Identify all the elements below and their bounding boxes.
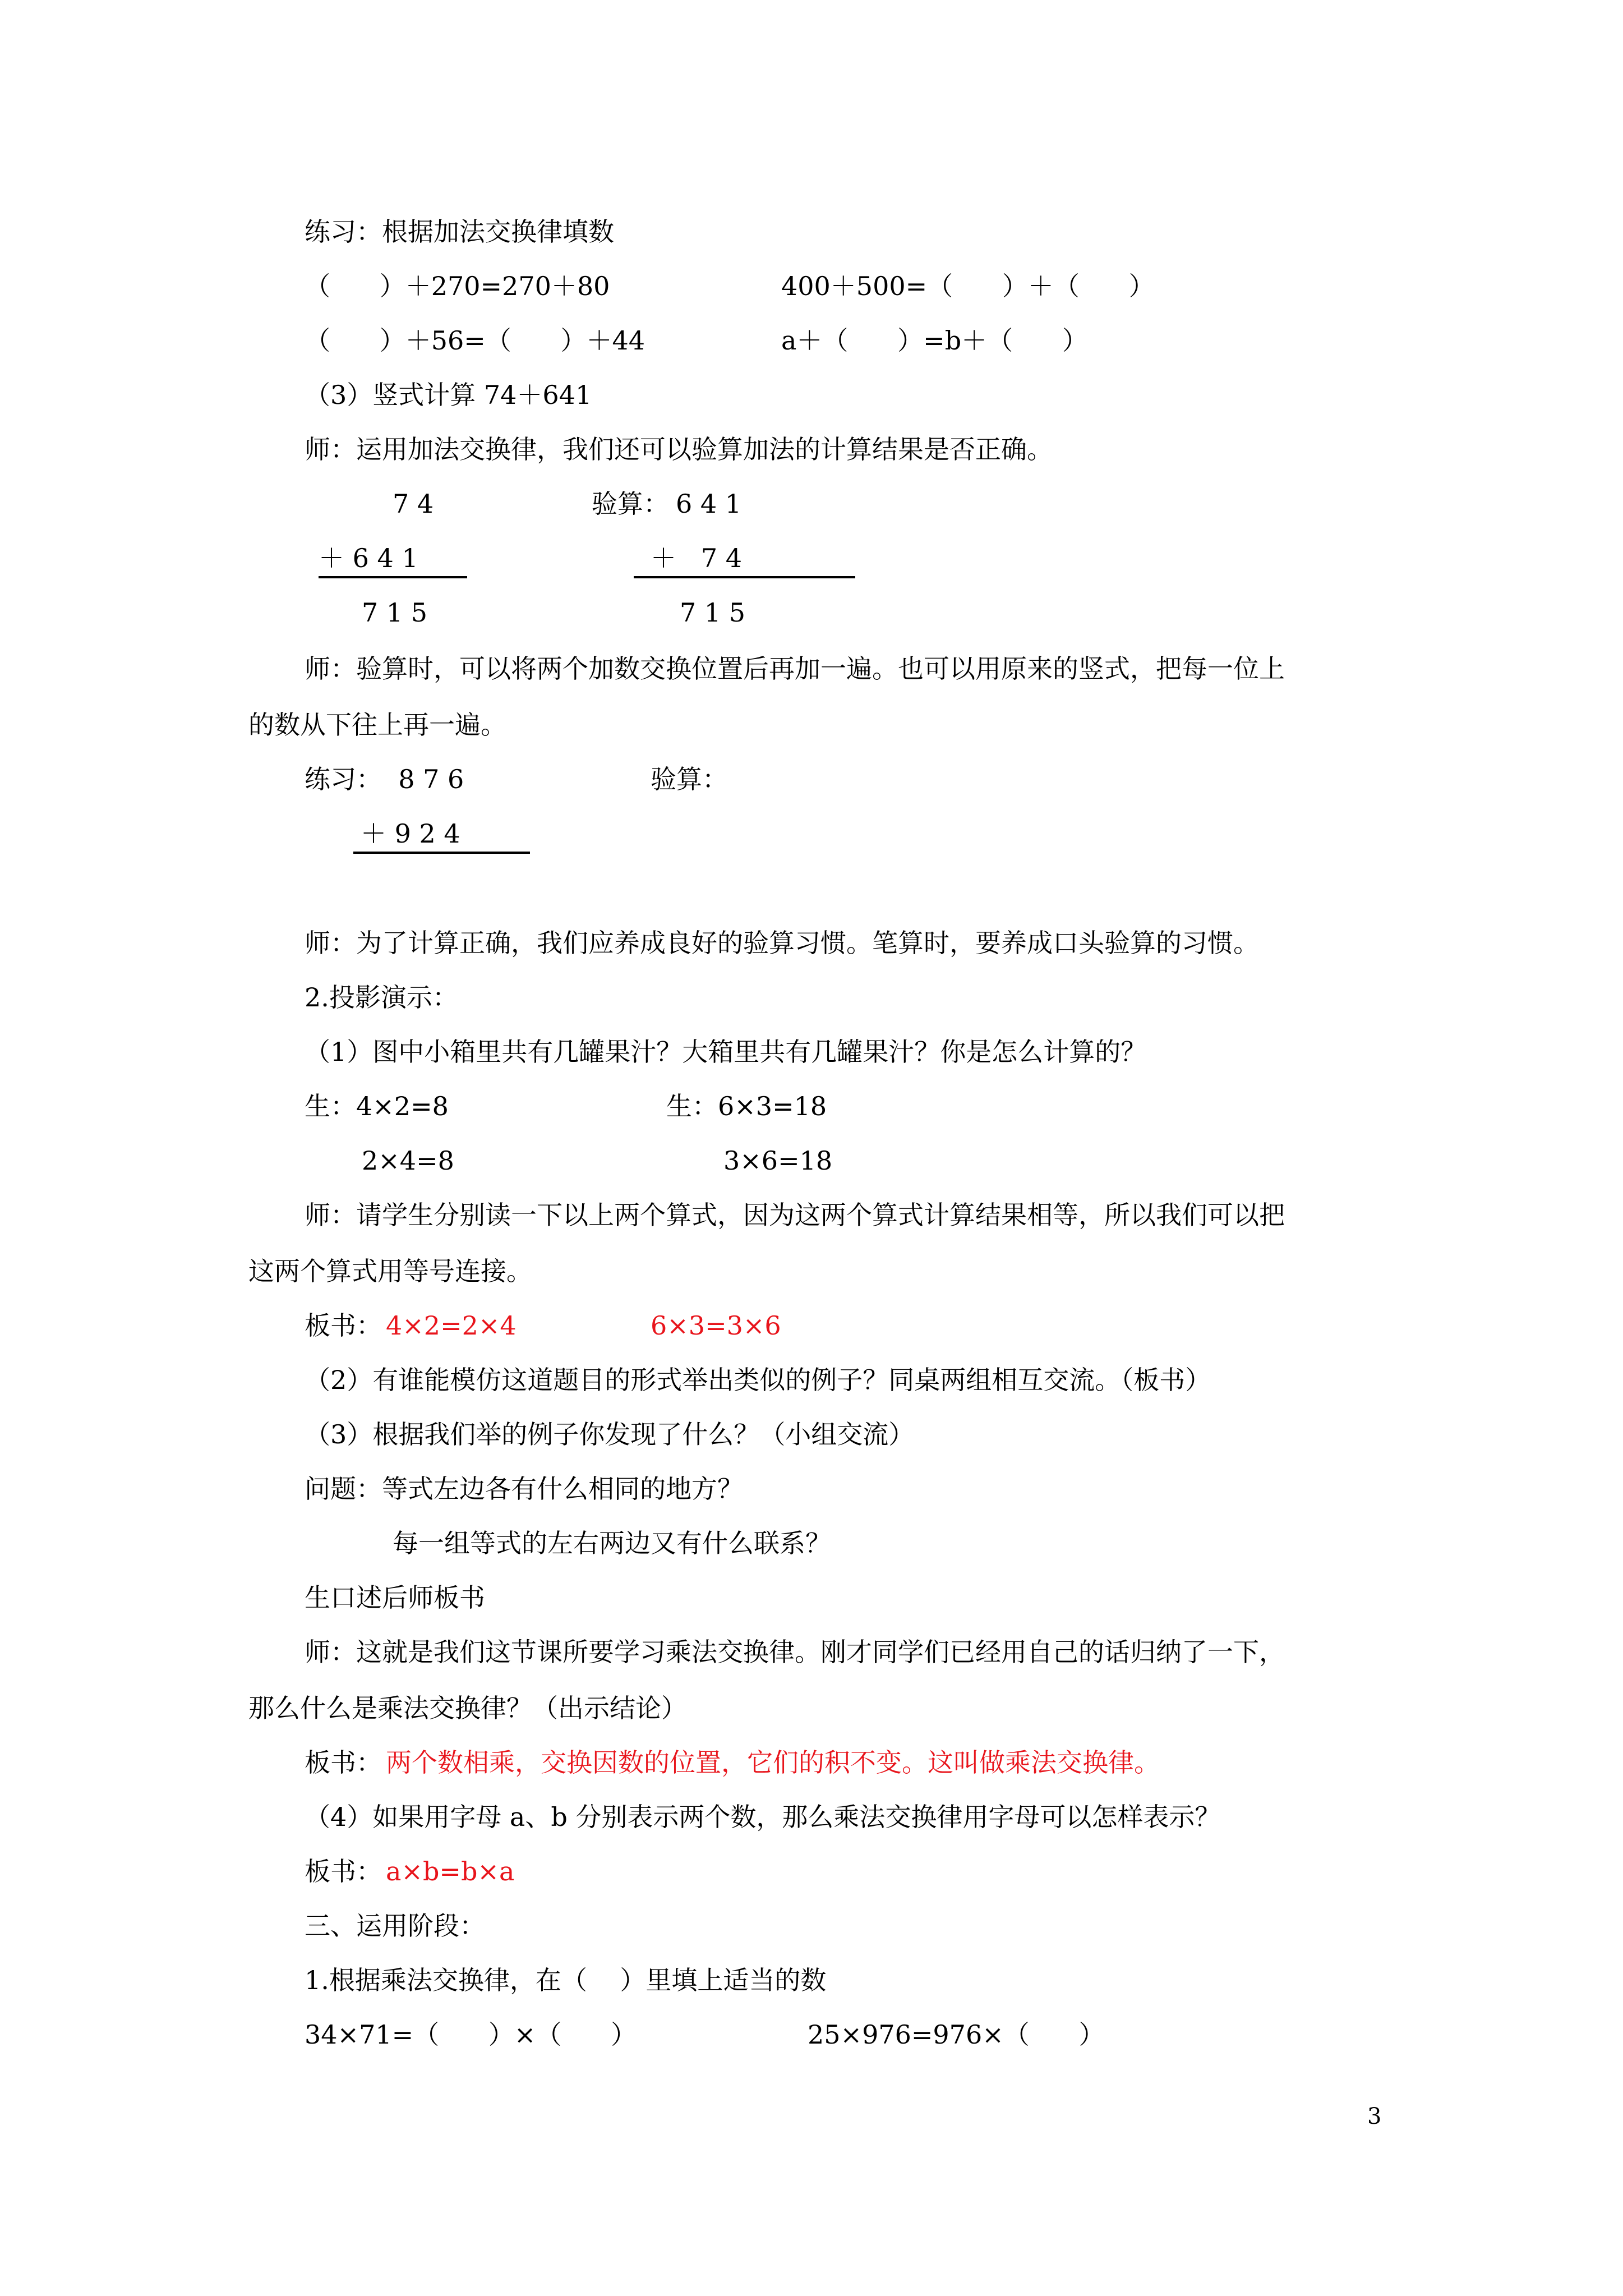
sum-line <box>319 576 467 578</box>
exercise-item: （ ）＋270=270＋80 <box>305 271 610 301</box>
paragraph: 师：请学生分别读一下以上两个算式，因为这两个算式计算结果相等，所以我们可以把 <box>305 1200 1285 1230</box>
paragraph: 1.根据乘法交换律，在（ ）里填上适当的数 <box>305 1965 827 1995</box>
board-equation: 6×3=3×6 <box>651 1310 781 1341</box>
section-heading: 三、运用阶段： <box>305 1911 485 1941</box>
paragraph: 每一组等式的左右两边又有什么联系？ <box>393 1528 831 1558</box>
equation: 3×6=18 <box>723 1145 833 1176</box>
board-equation: 4×2=2×4 <box>386 1310 517 1341</box>
paragraph: 师：运用加法交换律，我们还可以验算加法的计算结果是否正确。 <box>305 434 1053 464</box>
page-number: 3 <box>1367 2104 1382 2129</box>
board-formula: a×b=b×a <box>386 1856 515 1887</box>
paragraph: 的数从下往上再一遍。 <box>248 710 506 740</box>
vertical-addend: ＋ 6 4 1 <box>319 543 418 573</box>
vertical-addend: 7 4 <box>393 489 434 519</box>
vertical-addend: ＋ 9 2 4 <box>361 818 460 849</box>
paragraph: （2）有谁能模仿这道题目的形式举出类似的例子？同桌两组相互交流。（板书） <box>305 1365 1211 1395</box>
equation: 生：4×2=8 <box>305 1091 449 1121</box>
paragraph: 师：验算时，可以将两个加数交换位置后再加一遍。也可以用原来的竖式，把每一位上 <box>305 654 1285 684</box>
paragraph: 那么什么是乘法交换律？（出示结论） <box>248 1693 687 1723</box>
sum-line <box>353 852 530 854</box>
exercise-item: 25×976=976×（ ） <box>808 2019 1105 2050</box>
paragraph: 师：这就是我们这节课所要学习乘法交换律。刚才同学们已经用自己的话归纳了一下， <box>305 1637 1285 1667</box>
paragraph: （3）根据我们举的例子你发现了什么？（小组交流） <box>305 1419 915 1450</box>
vertical-sum: 7 1 5 <box>680 597 746 628</box>
check-label: 验算： <box>651 764 728 794</box>
vertical-sum: 7 1 5 <box>362 597 428 628</box>
exercise-heading: 练习：根据加法交换律填数 <box>305 217 614 247</box>
paragraph: （4）如果用字母 a、b 分别表示两个数，那么乘法交换律用字母可以怎样表示？ <box>305 1802 1221 1832</box>
vertical-addend: ＋ 7 4 <box>651 543 743 573</box>
exercise-item: 34×71=（ ）×（ ） <box>305 2019 637 2050</box>
exercise-item: 练习： 8 7 6 <box>305 764 464 794</box>
paragraph: （1）图中小箱里共有几罐果汁？大箱里共有几罐果汁？你是怎么计算的？ <box>305 1037 1147 1067</box>
exercise-item: 400＋500=（ ）＋（ ） <box>781 271 1155 301</box>
section-label: 2.投影演示： <box>305 982 458 1013</box>
board-label: 板书： <box>305 1310 382 1341</box>
board-label: 板书： <box>305 1747 382 1778</box>
equation: 2×4=8 <box>362 1145 454 1176</box>
equation: 生：6×3=18 <box>666 1091 827 1121</box>
exercise-item: a＋（ ）=b＋（ ） <box>781 325 1088 356</box>
paragraph: 问题：等式左边各有什么相同的地方？ <box>305 1474 743 1504</box>
paragraph: 生口述后师板书 <box>305 1582 485 1613</box>
board-conclusion: 两个数相乘，交换因数的位置，它们的积不变。这叫做乘法交换律。 <box>386 1747 1160 1778</box>
paragraph: 师：为了计算正确，我们应养成良好的验算习惯。笔算时，要养成口头验算的习惯。 <box>305 928 1259 958</box>
vertical-addend: 6 4 1 <box>676 489 742 519</box>
check-label: 验算： <box>592 489 669 519</box>
exercise-item: （ ）＋56=（ ）＋44 <box>305 325 645 356</box>
sum-line <box>634 576 855 578</box>
paragraph: 这两个算式用等号连接。 <box>248 1256 532 1286</box>
board-label: 板书： <box>305 1856 382 1887</box>
section-label: （3）竖式计算 74＋641 <box>305 380 592 410</box>
